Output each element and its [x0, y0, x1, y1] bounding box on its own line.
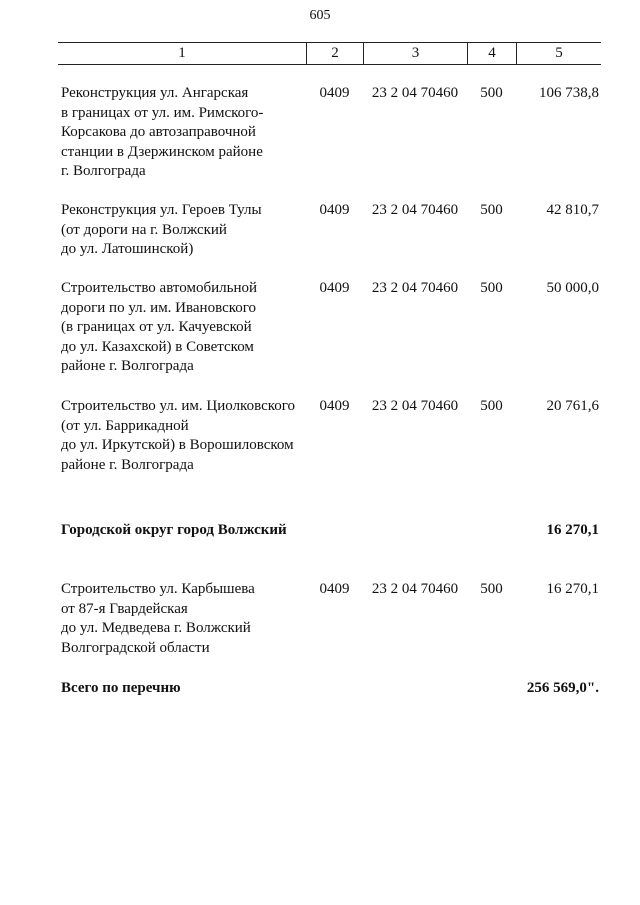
table-header	[58, 42, 601, 65]
row-name-line: Строительство автомобильной	[61, 280, 258, 296]
row-section-code: 0409	[319, 280, 350, 296]
page-number: 605	[309, 8, 331, 23]
row-name-line: до ул. Латошинской)	[61, 241, 194, 257]
header-col-3: 3	[363, 43, 467, 64]
header-col-4: 4	[467, 43, 516, 64]
total-row	[58, 679, 601, 699]
row-name	[58, 397, 306, 475]
row-name	[58, 279, 306, 377]
row-target-code: 23 2 04 70460	[371, 581, 459, 597]
row-name	[58, 201, 306, 260]
total-label: Всего по перечню	[61, 680, 181, 696]
row-sum: 20 761,6	[546, 398, 599, 414]
row-name-line: Корсакова до автозаправочной	[61, 124, 256, 140]
row-name-line: Строительство ул. им. Циолковского	[61, 398, 296, 414]
table-row	[58, 279, 601, 377]
row-name-line: до ул. Медведева г. Волжский	[61, 620, 251, 636]
row-name	[58, 84, 306, 182]
row-expense-kind: 500	[480, 581, 503, 597]
district-row	[58, 521, 601, 541]
row-name-line: в границах от ул. им. Римского-	[61, 104, 264, 121]
row-name-line: (в границах от ул. Качуевской	[61, 319, 252, 335]
row-target-code: 23 2 04 70460	[371, 202, 459, 218]
table-row	[58, 580, 601, 658]
row-name-line: районе г. Волгограда	[61, 456, 194, 473]
row-name-line: от 87-я Гвардейская	[61, 600, 188, 617]
table-row	[58, 84, 601, 182]
row-section-code: 0409	[319, 398, 350, 414]
header-col-5: 5	[516, 43, 601, 64]
district-label: Городской округ город Волжский	[61, 522, 287, 538]
row-target-code: 23 2 04 70460	[371, 398, 459, 414]
row-expense-kind: 500	[480, 398, 503, 414]
row-name-line: Строительство ул. Карбышева	[61, 581, 255, 597]
header-col-2: 2	[306, 43, 363, 64]
row-expense-kind: 500	[480, 85, 503, 101]
row-name-line: Волгоградской области	[61, 639, 210, 656]
row-expense-kind: 500	[480, 280, 503, 296]
row-section-code: 0409	[319, 202, 350, 218]
row-section-code: 0409	[319, 85, 350, 101]
row-sum: 16 270,1	[546, 581, 599, 597]
row-name-line: до ул. Иркутской) в Ворошиловском	[61, 437, 294, 453]
header-col-1: 1	[178, 45, 186, 61]
row-target-code: 23 2 04 70460	[371, 280, 459, 296]
table-row	[58, 397, 601, 475]
row-sum: 42 810,7	[546, 202, 599, 218]
row-sum: 106 738,8	[539, 85, 599, 101]
row-name-line: (от дороги на г. Волжский	[61, 221, 227, 238]
row-name-line: районе г. Волгограда	[61, 358, 194, 374]
row-name	[58, 580, 306, 658]
table-row	[58, 201, 601, 260]
total-sum: 256 569,0".	[526, 680, 599, 696]
row-name-line: Реконструкция ул. Героев Тулы	[61, 202, 262, 218]
row-sum: 50 000,0	[546, 280, 599, 296]
row-name-line: г. Волгограда	[61, 163, 146, 179]
row-section-code: 0409	[319, 581, 350, 597]
row-name-line: (от ул. Баррикадной	[61, 417, 189, 434]
row-expense-kind: 500	[480, 202, 503, 218]
row-name-line: дороги по ул. им. Ивановского	[61, 299, 257, 316]
row-target-code: 23 2 04 70460	[371, 85, 459, 101]
row-name-line: до ул. Казахской) в Советском	[61, 338, 254, 355]
district-sum: 16 270,1	[546, 522, 599, 538]
row-name-line: Реконструкция ул. Ангарская	[61, 85, 249, 101]
row-name-line: станции в Дзержинском районе	[61, 143, 263, 160]
